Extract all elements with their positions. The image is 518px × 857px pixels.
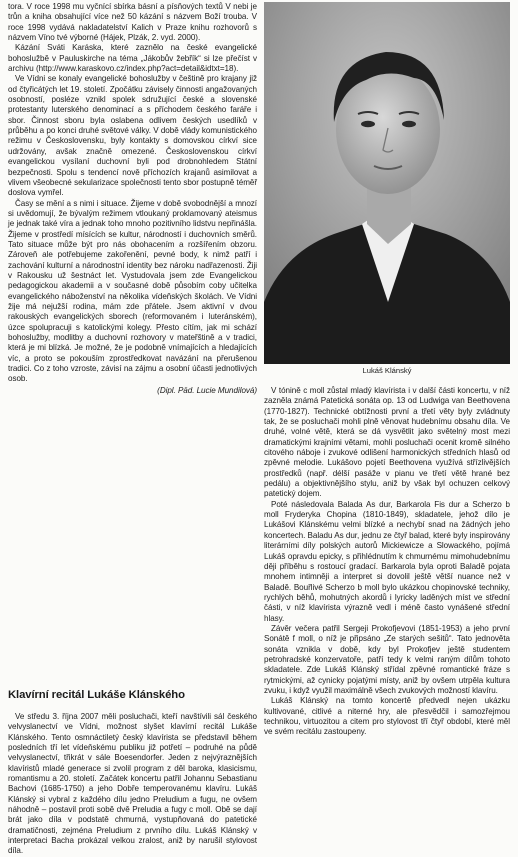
article-main-left-column (8, 712, 257, 857)
portrait-image (264, 2, 510, 364)
pianist-photo (264, 2, 510, 364)
author-signature: (Dipl. Päd. Lucie Mundilová) (157, 385, 257, 395)
article-headline: Klavírní recitál Lukáše Klánského (8, 689, 185, 701)
paragraph: Lukáš Klánský na tomto koncertě předvedl nejen ukázku kultivované, citlivé a niterné hry, ale přesvědčil i samozřejmou technikou, virtuozitou a citem pro stylovost tří čtyř období, které měl ve svém recitálu zastoupeny. (264, 696, 510, 737)
paragraph: Ve středu 3. října 2007 měli posluchači, kteří navštívili sál českého velvyslanectví ve Vídni, možnost slyšet klavírní recitál Lukáše Klánského. Tento osmnáctiletý český klavírista se představil během posledních tří let vídeňskému publiku již potřetí – podruhé na půdě velvyslanectví, třikrát v sále Boesendorfer. Jeden z nejvýraznějších klavíristů mladé generace si zvolil program z děl baroka, klasicismu, romantismu a 20. století. Začátek koncertu patřil Johannu Sebastianu Bachovi (1685-1750) a jeho Dobře temperovanému klavíru. Lukáš Klánský si vybral z každého dílu jedno Preludium a fugu, ne ovšem náhodně – postavil proti sobě dvě Preludia a fugy c moll. Obě se dají brát jako díla v podstatě chmurná, vystupňovaná do patetické dramatičnosti, zejména Preludium z prvního dílu. Lukáš Klánský v interpretaci Bacha prokázal velkou zralost, aniž by narušil stylovost díla. (8, 712, 257, 856)
paragraph: V tónině c moll zůstal mladý klavírista i v další části koncertu, v níž zazněla známá Patetická sonáta op. 13 od Ludwiga van Beethovena (1770-1827). Technické obtížnosti první a třetí věty byly zvládnuty tak, že se posluchači mohli plně věnovat hudebnímu obsahu díla. Ve druhé, volné větě, která se dá vysvětlit jako světelný most mezi dramatickými krajními větami, mohli posluchači ocenit kromě silného citového náboje i zvukové odlišení harmonických středních hlasů od zpěvné melodie. Lukášovo pojetí Beethovena využívá střízlivějších prostředků (např. délší pasáže v pianu ve třetí větě hrané bez pedálu) a objektivnějšího stylu, aniž by však byl ochuzen celkový patetický dojem. (264, 386, 510, 499)
article-main-right-column (264, 386, 510, 738)
article-top-column (8, 2, 257, 396)
paragraph: tora. V roce 1998 mu vyčnící sbírka básní a písňových textů V nebi je trůn a kniha obsahující více než 50 kázání s názvem Boží trouba. V roce 1998 vydává nakladatelství Kalich v Praze knihu rozhovorů s názvem Víno tvé výborné (Hájek, Plzák, 2. vyd. 2000). (8, 2, 257, 43)
paragraph: Časy se mění a s nimi i situace. Žijeme v době svobodnější a mnozí si uvědomují, že bývalým režimem vtloukaný proklamovaný ateismus je jednak také víra a jednak toho mnoho pozitivního lidstvu nepřinášla. Žijeme v prostředí mísících se kultur, národností i duchovních směrů. Tato situace může být pro nás obohacením a rozšířením obzoru. Zároveň ale potřebujeme zakořenění, pevné body, k nimž patří i zachování kulturní a národnostní identity bez nároku nadřazenosti. Žiji v Rakousku už šestnáct let. Vystudovala jsem zde Evangelickou pedagogickou akademii a v současné době působím coby učitelka evangelického náboženství na několika vídeňských školách. Ve Vídni žije má nejužší rodina, mám zde přátele. Jsem aktivní v dvou rakouských evangelických sborech (reformovaném i luteránském), úzce spolupracuji s katolickými kolegy. Přesto cítím, jak mi schází bohoslužby, modlitby a duchovní rozhovory v mateřštině a v tradici, která je mi blízká. Je možné, že je podobně vnímajících a hledajících víc, a proto se pokouším zprostředkovat navázání na přerušenou tradici. Co z toho vzroste, závisí na zájmu a osobní účasti jednotlivých osob. (8, 198, 257, 384)
paragraph: Ve Vídni se konaly evangelické bohoslužby v češtině pro krajany již od čtyřicátých let 19. století. Zpočátku závisely činnosti angažovaných osobností, posléze vznikl spolek sdružující české a slovenské protestanty luterského denominací a s příchodem českého faráře i sbor. Činnost sboru byla oslabena odlivem českých usedlíků v průběhu a po konci druhé světové války. V době vlády komunistického režimu v Československu, byly kontakty s domovskou církví sice udržovány, avšak značně omezené. Československou církví evangelickou vysílaní duchovní byli pod drobnohledem Státní bezpečnosti. Spolu s tendencí nově příchozích krajanů asimilovat a vlivem všeobecné sekularizace společnosti tento sbor postupně téměř doslova vymřel. (8, 74, 257, 198)
photo-caption: Lukáš Klánský (362, 366, 412, 375)
paragraph: Kázání Sváti Karáska, které zaznělo na české evangelické bohoslužbě v Pauluskirche na téma „Jákobův žebřík“ si lze přečíst v archivu (http://www.karaskovo.cz/index.php?act=detail&idtxt=18). (8, 43, 257, 74)
paragraph: Závěr večera patřil Sergeji Prokofjevovi (1851-1953) a jeho první Sonátě f moll, o níž je připsáno „Ze starých sešitů“. Tato jednověta sonáta vznikla v době, kdy byl Prokofjev ještě studentem petrohradské konzervatoře, patří tedy k velmi raným dílům tohoto skladatele. Zde Lukáš Klánský střídal zpěvné romantické fráze s rytmickými, až cynicky pojatými místy, aniž by ovšem utrpěla kultura zvuku, i když využil maximálně všech zvukových možností klavíru. (264, 623, 510, 695)
paragraph: Poté následovala Balada As dur, Barkarola Fis dur a Scherzo b moll Fryderyka Chopina (1810-1849), skladatele, jehož dílo je Lukášovi Klánskému velmi blízké a nechybí snad na žádných jeho koncertech. Baladu As dur, jednu ze čtyř balad, které byly inspirovány literárními díly polských autorů Mickiewicze a Slowackého, pojímá Lukáš opravdu epicky, s přihlédnutím k chmurnému mimohudebnímu ději příběhu s rostoucí gradací. Barkarola byla oproti Baladě pojata mnohem intimněji a interpret si dovolil ještě větší nuance než v Baladě. Bouřlivé Scherzo b moll bylo ukázkou chopinovské techniky, rychlých běhů, mohutných akordů i lyricky laděných míst ve střední části, v níž klavírista výrazně vedl i méně často vynášené střední hlasy. (264, 499, 510, 623)
